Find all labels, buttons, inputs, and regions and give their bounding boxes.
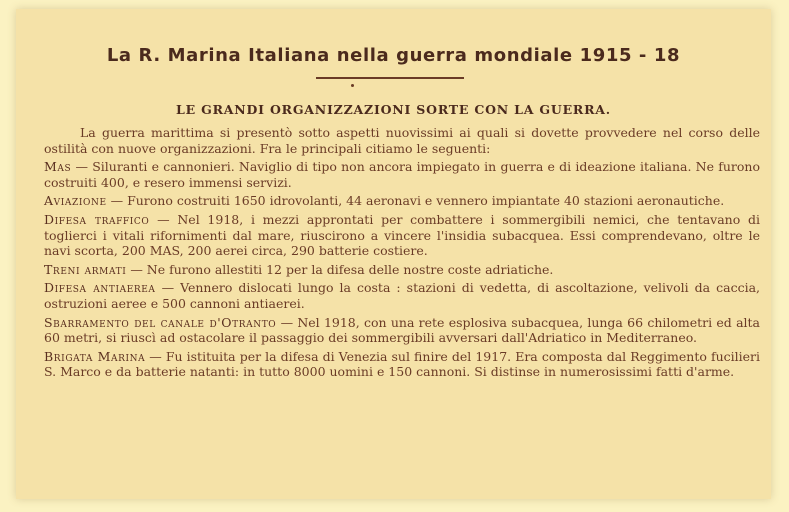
intro-paragraph: La guerra marittima si presentò sotto aspetti nuovissimi ai quali si dovette provvedere nel corso delle ostilità con nuove organizzazioni. Fra le principali citiamo le seguenti:	[44, 125, 760, 156]
entry-text: — Nel 1918, i mezzi approntati per combattere i sommergibili nemici, che tentavano di toglierci i vitali rifornimenti dal mare, riuscirono a vincere l'insidia subacquea. Essi comprendevano, oltre le navi scorta, 200 MAS, 200 aerei circa, 290 batterie costiere.	[44, 211, 760, 259]
entry-term: Mas	[44, 159, 72, 175]
page-title: La R. Marina Italiana nella guerra mondiale 1915 - 18	[106, 45, 681, 66]
entry-term: Difesa traffico	[44, 211, 150, 227]
entry-term: Treni armati	[44, 261, 127, 277]
section-heading: LE GRANDI ORGANIZZAZIONI SORTE CON LA GUERRA.	[176, 102, 611, 117]
entry-term: Sbarramento del canale d'Otranto	[44, 314, 277, 330]
entry-text: — Ne furono allestiti 12 per la difesa delle nostre coste adriatiche.	[126, 261, 554, 277]
entry-term: Brigata Marina	[44, 348, 146, 364]
title-divider	[316, 77, 464, 79]
text-body	[44, 125, 760, 383]
entry-brigata-marina	[44, 349, 760, 380]
entry-mas	[44, 159, 760, 190]
entry-difesa-antiaerea	[44, 280, 760, 311]
entry-text: — Siluranti e cannonieri. Naviglio di tipo non ancora impiegato in guerra e di ideazione italiana. Ne furono costruiti 400, e resero immensi servizi.	[44, 159, 760, 190]
entry-text: — Vennero dislocati lungo la costa : stazioni di vedetta, di ascoltazione, velivoli da caccia, ostruzioni aeree e 500 cannoni antiaerei.	[44, 280, 761, 311]
postcard	[16, 9, 771, 499]
entry-term: Difesa antiaerea	[44, 280, 156, 296]
entry-text: — Fu istituita per la difesa di Venezia sul finire del 1917. Era composta dal Reggimento fucilieri S. Marco e da batterie natanti: in tutto 8000 uomini e 150 cannoni. Si distinse in numerosissimi fatti d'arme.	[44, 348, 760, 380]
entry-aviazione	[44, 193, 760, 209]
entry-term: Aviazione	[44, 193, 107, 209]
entry-text: — Nel 1918, con una rete esplosiva subacquea, lunga 66 chilometri ed alta 60 metri, si riuscì ad ostacolare il passaggio dei sommergibili avversari dall'Adriatico in Mediterraneo.	[44, 314, 761, 346]
divider-dot	[351, 84, 354, 87]
entry-treni-armati	[44, 262, 760, 278]
entry-text: — Furono costruiti 1650 idrovolanti, 44 aeronavi e vennero impiantate 40 stazioni aeronautiche.	[106, 193, 725, 209]
entry-difesa-traffico	[44, 212, 760, 259]
entry-sbarramento-otranto	[44, 315, 760, 346]
